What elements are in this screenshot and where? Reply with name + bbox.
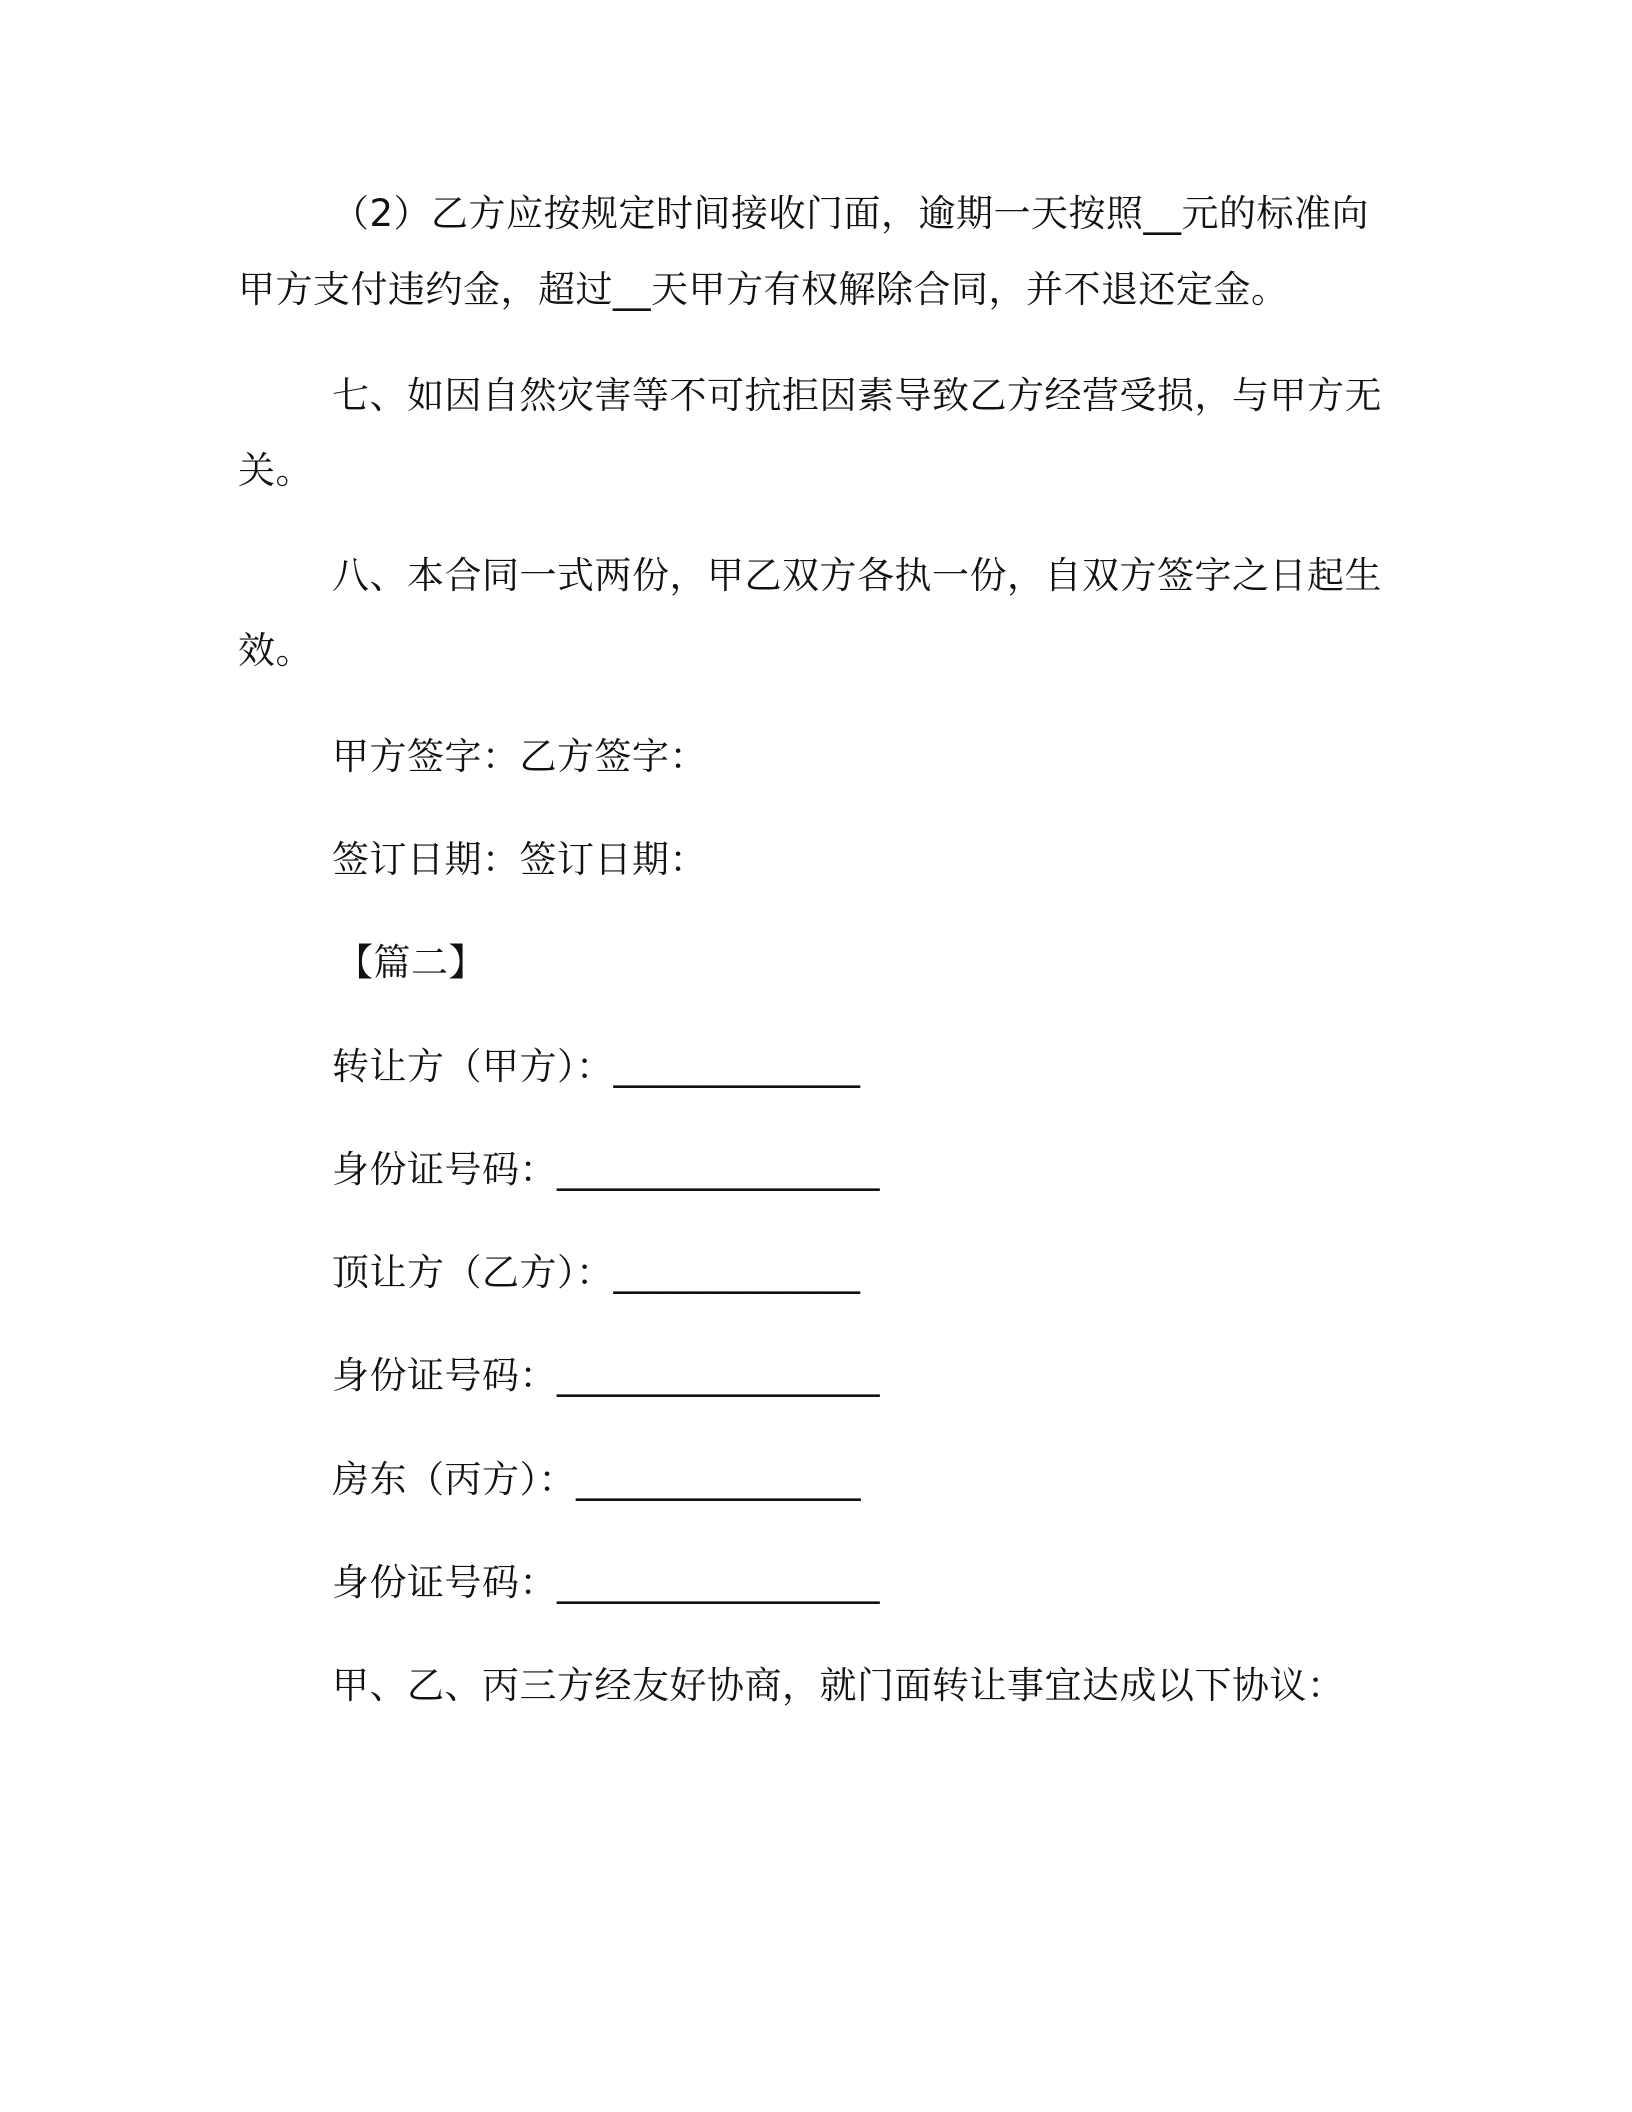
agreement-intro: 甲、乙、丙三方经友好协商，就门面转让事宜达成以下协议： <box>332 1664 1345 1707</box>
sign-date-line: 签订日期：签订日期： <box>332 838 707 881</box>
signature-line: 甲方签字：乙方签字： <box>332 735 707 778</box>
transferor-id-field: 身份证号码：_________________ <box>332 1148 880 1191</box>
transferee-field: 顶让方（乙方）：_____________ <box>332 1251 861 1294</box>
clause-7-line-2: 关。 <box>238 449 313 492</box>
transferor-field: 转让方（甲方）：_____________ <box>332 1045 861 1088</box>
landlord-id-field: 身份证号码：_________________ <box>332 1561 880 1604</box>
clause-2-line-2: 甲方支付违约金，超过__天甲方有权解除合同，并不退还定金。 <box>238 268 1289 311</box>
clause-2-line-1: （2）乙方应按规定时间接收门面，逾期一天按照__元的标准向 <box>332 192 1370 235</box>
clause-8-line-1: 八、本合同一式两份，甲乙双方各执一份，自双方签字之日起生 <box>332 554 1382 597</box>
section-title: 【篇二】 <box>336 941 486 984</box>
clause-8-line-2: 效。 <box>238 629 313 672</box>
landlord-field: 房东（丙方）：_______________ <box>332 1458 861 1501</box>
clause-7-line-1: 七、如因自然灾害等不可抗拒因素导致乙方经营受损，与甲方无 <box>332 374 1382 417</box>
transferee-id-field: 身份证号码：_________________ <box>332 1354 880 1397</box>
